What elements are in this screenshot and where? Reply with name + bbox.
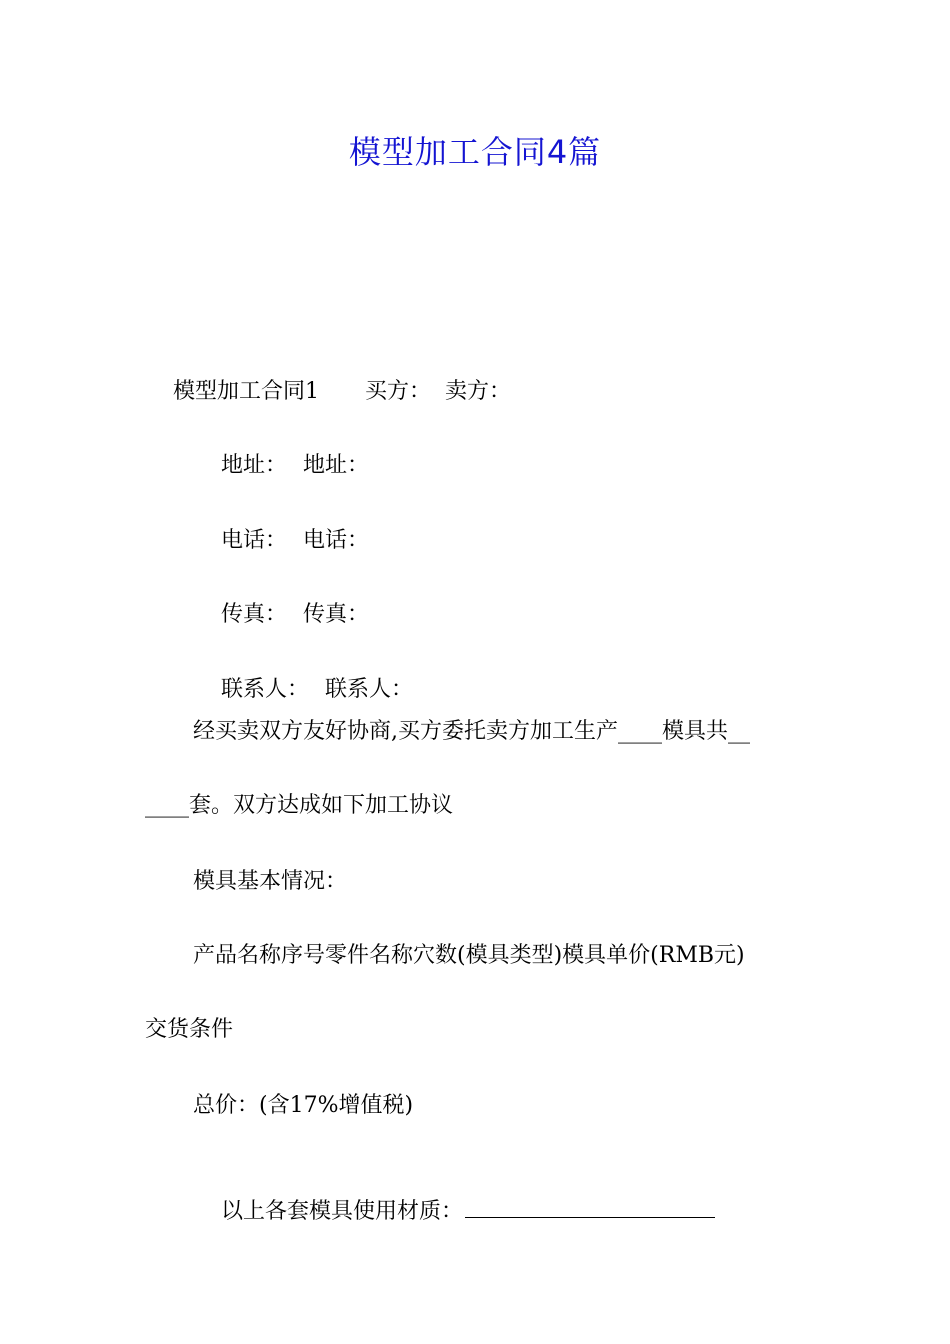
agreement-paragraph-line-2: ____套。双方达成如下加工协议	[145, 793, 454, 818]
mold-basic-info-heading: 模具基本情况：	[193, 869, 348, 894]
seller-fax-label: 传真：	[303, 602, 370, 627]
material-blank-field	[465, 1197, 715, 1218]
buyer-contact-label: 联系人：	[220, 677, 309, 702]
buyer-phone-label: 电话：	[220, 528, 287, 553]
seller-address-label: 地址：	[303, 453, 370, 478]
document-title: 模型加工合同4篇	[348, 133, 602, 171]
material-label: 以上各套模具使用材质：	[220, 1199, 463, 1224]
seller-label: 卖方：	[445, 379, 512, 404]
seller-contact-label: 联系人：	[325, 677, 414, 702]
buyer-address-label: 地址：	[220, 453, 287, 478]
mold-table-header-line-2: 交货条件	[145, 1017, 234, 1042]
buyer-label: 买方：	[364, 379, 431, 404]
section-title: 模型加工合同1	[172, 379, 319, 404]
mold-table-header-line-1: 产品名称序号零件名称穴数(模具类型)模具单价(RMB元)	[193, 943, 745, 968]
agreement-paragraph-line-1: 经买卖双方友好协商,买方委托卖方加工生产____模具共__	[193, 719, 750, 744]
material-line	[193, 1164, 715, 1260]
seller-phone-label: 电话：	[303, 528, 370, 553]
total-price-line: 总价：(含17%增值税)	[193, 1093, 414, 1118]
buyer-fax-label: 传真：	[220, 602, 287, 627]
